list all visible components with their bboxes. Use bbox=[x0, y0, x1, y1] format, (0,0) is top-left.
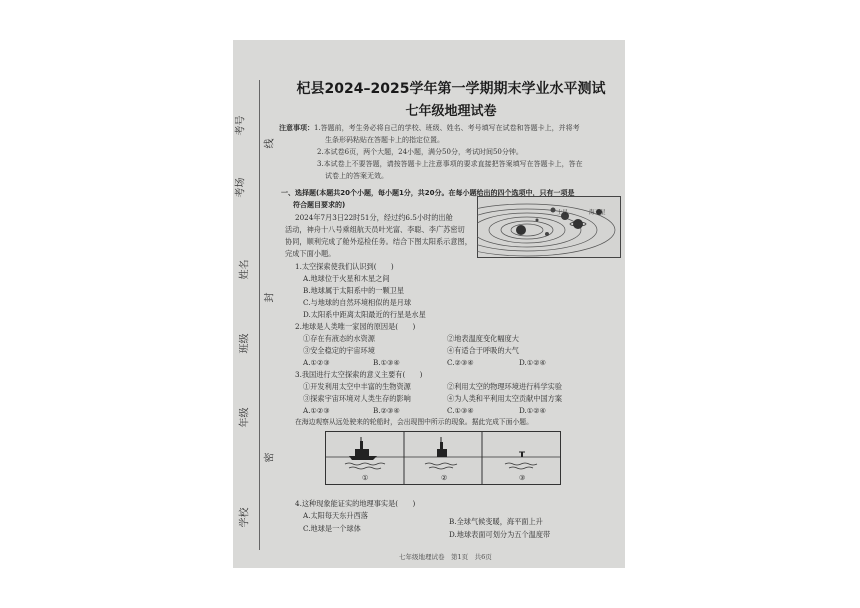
notes-item: 试卷上的答案无效。 bbox=[325, 172, 388, 180]
question-3-option: C.①③④ bbox=[447, 406, 474, 415]
question-2-option: D.①②④ bbox=[519, 358, 547, 367]
figure-label-saturn: 土星 bbox=[557, 210, 569, 216]
question-4-option: D.地球表面可划分为五个温度带 bbox=[449, 530, 551, 539]
question-2-item: ②地表温度变化幅度大 bbox=[447, 334, 519, 343]
section-heading: 一、选择题(本题共20个小题，每小题1分，共20分。在每小题给出的四个选项中，只有一项是 bbox=[281, 189, 575, 197]
question-3-item: ④为人类和平利用太空贡献中国方案 bbox=[447, 394, 563, 403]
page-footer: 七年级地理试卷 第1页 共6页 bbox=[399, 553, 492, 561]
question-4-option: C.地球是一个球体 bbox=[303, 524, 361, 533]
question-3-stem: 3.我国进行太空探索的意义主要有( ) bbox=[295, 370, 423, 379]
intro-line: 活动，神舟十八号乘组航天员叶光富、李聪、李广苏密切 bbox=[285, 225, 465, 234]
question-4-option: B.全球气候变暖，海平面上升 bbox=[449, 517, 543, 526]
sidebar-label-exam-number: 考号 bbox=[235, 115, 247, 136]
exam-paper bbox=[233, 40, 625, 568]
notes-item: 3.本试卷上不要答题，请按答题卡上注意事项的要求直接把答案填写在答题卡上，答在 bbox=[317, 160, 583, 168]
intro-line: 2024年7月3日22时51分，经过约6.5小时的出舱 bbox=[295, 213, 453, 222]
question-1-option: A.地球位于火星和木星之间 bbox=[303, 274, 390, 283]
ship-panel-label: ③ bbox=[519, 474, 526, 482]
sidebar-label-school: 学校 bbox=[239, 507, 251, 528]
question-2-option: C.②③④ bbox=[447, 358, 474, 367]
question-2-item: ①存在有液态的水资源 bbox=[303, 334, 375, 343]
intro-line: 协同，顺利完成了舱外巡检任务。结合下图太阳系示意图， bbox=[285, 237, 472, 246]
ship-passage: 在海边观察从远处驶来的轮船时，会出现图中所示的现象。据此完成下面小题。 bbox=[295, 418, 533, 426]
page-title: 杞县2024–2025学年第一学期期末学业水平测试 bbox=[296, 81, 606, 97]
question-3-item: ①开发利用太空中丰富的生物资源 bbox=[303, 382, 411, 391]
question-3-option: D.①②④ bbox=[519, 406, 547, 415]
sidebar-label-name: 姓名 bbox=[239, 259, 251, 280]
question-1-option: D.太阳系中距离太阳最近的行星是水星 bbox=[303, 310, 426, 319]
ship-panel-label: ① bbox=[362, 474, 369, 482]
question-1-option: C.与地球的自然环境相似的是月球 bbox=[303, 298, 412, 307]
question-1-option: B.地球属于太阳系中的一颗卫星 bbox=[303, 286, 405, 295]
question-3-item: ③探索宇宙环境对人类生存的影响 bbox=[303, 394, 411, 403]
notes-item: 2.本试卷6页，两个大题，24小题，满分50分，考试时间50分钟。 bbox=[317, 148, 523, 156]
question-3-item: ②利用太空的物理环境进行科学实验 bbox=[447, 382, 563, 391]
question-4-stem: 4.这种现象能证实的地理事实是( ) bbox=[295, 499, 416, 508]
question-2-item: ④有适合于呼吸的大气 bbox=[447, 346, 519, 355]
page-subtitle: 七年级地理试卷 bbox=[405, 104, 497, 119]
notes-item: 1.答题前，考生务必将自己的学校、班级、姓名、考号填写在试卷和答题卡上，并将考 bbox=[314, 124, 580, 132]
question-4-option: A.太阳每天东升西落 bbox=[303, 511, 368, 520]
notes-item: 生条形码粘贴在答题卡上的指定位置。 bbox=[325, 136, 444, 144]
question-2-option: B.①③④ bbox=[373, 358, 400, 367]
notes-heading: 注意事项： bbox=[279, 123, 314, 132]
question-3-option: B.②③④ bbox=[373, 406, 400, 415]
binding-line bbox=[259, 80, 260, 550]
notes-block bbox=[279, 122, 580, 134]
ship-panel-label: ② bbox=[441, 474, 448, 482]
section-heading-cont: 符合题目要求的) bbox=[293, 201, 346, 209]
question-1-stem: 1.太空探索使我们认识到( ) bbox=[295, 262, 394, 271]
sidebar-label-grade: 年级 bbox=[239, 407, 251, 428]
question-2-item: ③安全稳定的宇宙环境 bbox=[303, 346, 375, 355]
question-3-option: A.①②③ bbox=[303, 406, 330, 415]
intro-line: 完成下面小题。 bbox=[285, 249, 336, 258]
seal-char-line: 线 bbox=[264, 138, 276, 149]
question-2-option: A.①②③ bbox=[303, 358, 330, 367]
figure-label-neptune: 海王星 bbox=[589, 210, 606, 216]
seal-char-seal: 封 bbox=[264, 292, 276, 303]
question-2-stem: 2.地球是人类唯一家园的原因是( ) bbox=[295, 322, 416, 331]
solar-system-figure bbox=[477, 196, 621, 258]
sidebar-label-class: 班级 bbox=[239, 333, 251, 354]
seal-char-secret: 密 bbox=[264, 452, 276, 463]
sidebar-label-exam-room: 考场 bbox=[235, 177, 247, 198]
